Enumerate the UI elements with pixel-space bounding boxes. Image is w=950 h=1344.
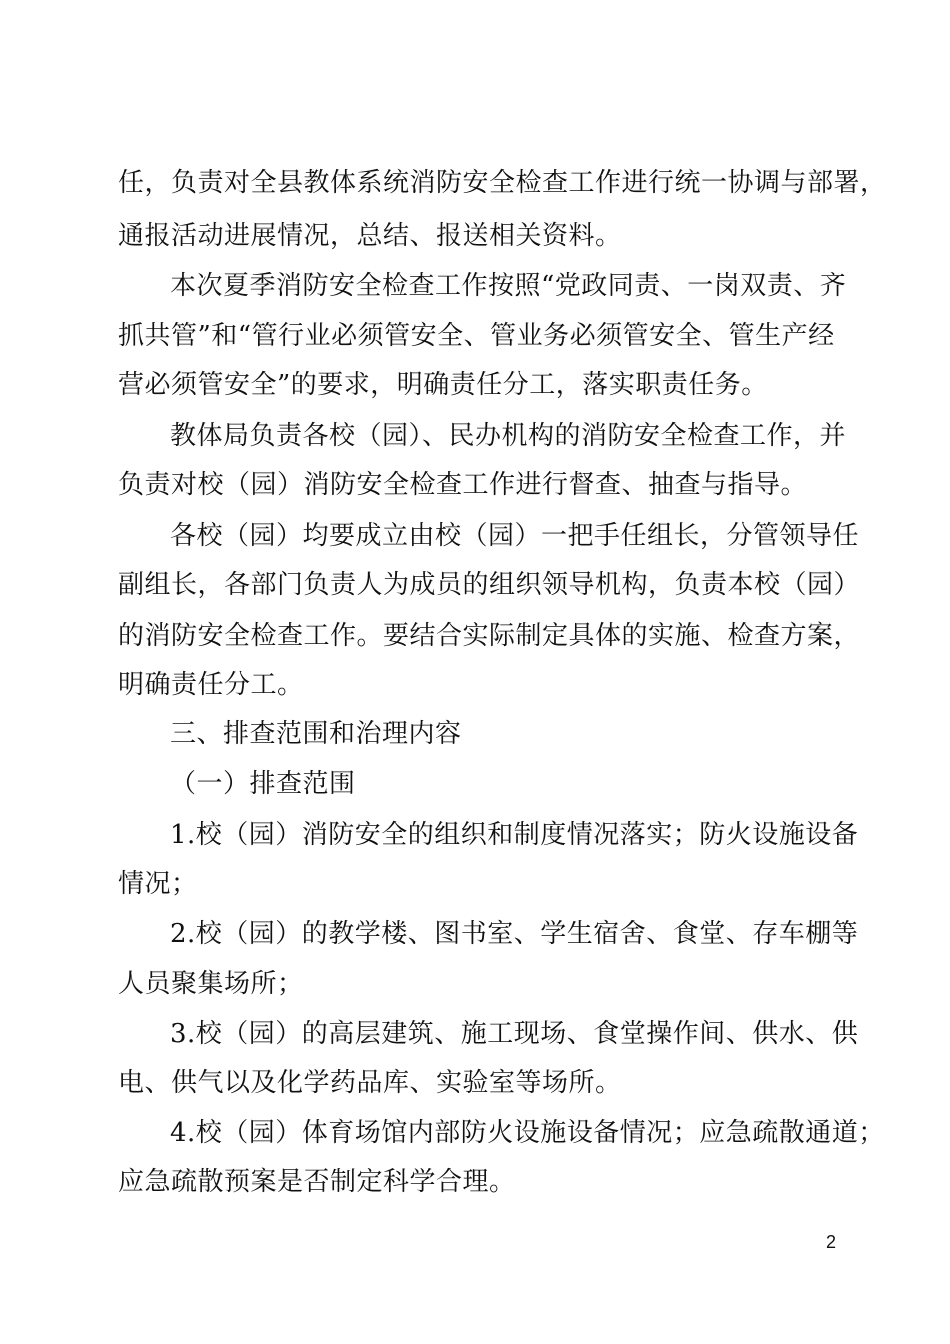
text-line: 电、供气以及化学药品库、实验室等场所。	[118, 1068, 622, 1098]
text-line: 人员聚集场所；	[118, 969, 304, 999]
list-item-line: 2.校（园）的教学楼、图书室、学生宿舍、食堂、存车棚等	[170, 919, 859, 949]
text-line: 负责对校（园）消防安全检查工作进行督查、抽查与指导。	[118, 470, 808, 500]
text-line: 任，负责对全县教体系统消防安全检查工作进行统一协调与部署，	[118, 168, 887, 198]
text-line: 明确责任分工。	[118, 670, 304, 700]
text-line: 的消防安全检查工作。要结合实际制定具体的实施、检查方案，	[118, 621, 861, 651]
paragraph-start-line: 教体局负责各校（园）、民办机构的消防安全检查工作，并	[170, 421, 847, 451]
page-number: 2	[826, 1232, 837, 1252]
text-line: 副组长，各部门负责人为成员的组织领导机构，负责本校（园）	[118, 570, 861, 600]
subsection-heading: （一）排查范围	[170, 769, 356, 799]
text-line: 抓共管”和“管行业必须管安全、管业务必须管安全、管生产经	[118, 321, 835, 351]
text-line: 通报活动进展情况，总结、报送相关资料。	[118, 221, 622, 251]
text-line: 应急疏散预案是否制定科学合理。	[118, 1167, 516, 1197]
list-item-line: 4.校（园）体育场馆内部防火设施设备情况；应急疏散通道；	[170, 1118, 885, 1148]
paragraph-start-line: 本次夏季消防安全检查工作按照“党政同责、一岗双责、齐	[170, 271, 847, 301]
paragraph-start-line: 各校（园）均要成立由校（园）一把手任组长，分管领导任	[170, 521, 860, 551]
section-heading: 三、排查范围和治理内容	[170, 719, 462, 749]
list-item-line: 1.校（园）消防安全的组织和制度情况落实；防火设施设备	[170, 820, 859, 850]
list-item-line: 3.校（园）的高层建筑、施工现场、食堂操作间、供水、供	[170, 1019, 859, 1049]
text-line: 情况；	[118, 869, 198, 899]
text-line: 营必须管安全”的要求，明确责任分工，落实职责任务。	[118, 370, 768, 400]
